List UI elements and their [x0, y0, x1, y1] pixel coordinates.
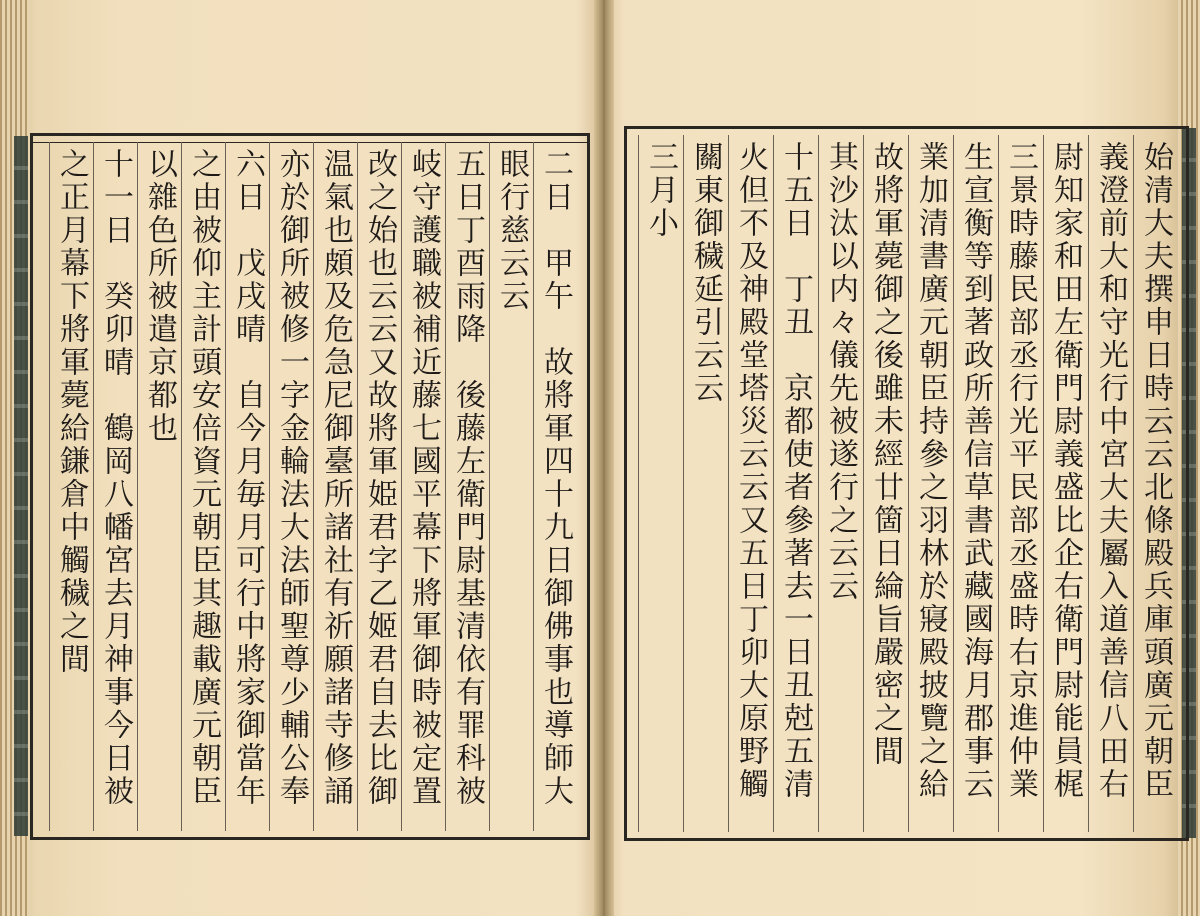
text-column: 温氣也頗及危急尼御臺所諸社有祈願諸寺修誦 — [313, 142, 357, 831]
text-column: 始清大夫撰申日時云云北條殿兵庫頭廣元朝臣 — [1133, 135, 1178, 832]
left-page-frame — [30, 133, 590, 840]
text-column: 十五日 丁丑 京都使者參著去一日丑尅五清 — [773, 135, 818, 832]
text-column: 故將軍薨御之後雖未經廿箇日綸旨嚴密之間 — [863, 135, 908, 832]
right-page-frame — [624, 126, 1189, 841]
text-column: 之由被仰主計頭安倍資元朝臣其趣載廣元朝臣 — [181, 142, 225, 831]
right-text-columns — [635, 135, 1178, 832]
text-column: 以雜色所被遣京都也 — [137, 142, 181, 831]
text-column: 之正月幕下將軍薨給鎌倉中觸穢之間 — [49, 142, 93, 831]
text-column: 六日 戊戌晴 自今月毎月可行中將家御當年 — [225, 142, 269, 831]
text-column: 業加清書廣元朝臣持參之羽林於寢殿披覽之給 — [908, 135, 953, 832]
text-column: 眼行慈云云 — [489, 142, 533, 831]
text-column: 三景時藤民部丞行光平民部丞盛時右京進仲業 — [998, 135, 1043, 832]
text-column: 關東御穢延引云云 — [683, 135, 728, 832]
text-column: 火但不及神殿堂塔災云云又五日丁卯大原野觸 — [728, 135, 773, 832]
text-column: 岐守護職被補近藤七國平幕下將軍御時被定置 — [401, 142, 445, 831]
book-gutter — [594, 0, 614, 916]
text-column: 其沙汰以内々儀先被遂行之云云 — [818, 135, 863, 832]
text-column: 改之始也云云又故將軍姫君字乙姬君自去比御 — [357, 142, 401, 831]
text-column: 五日丁酉雨降 後藤左衛門尉基清依有罪科被 — [445, 142, 489, 831]
text-column: 三月小 — [638, 135, 683, 832]
text-column: 二日 甲午 故將軍四十九日御佛事也導師大 — [533, 142, 577, 831]
text-column: 尉知家和田左衛門尉義盛比企右衛門尉能員梶 — [1043, 135, 1088, 832]
text-column: 十一日 癸卯晴 鶴岡八幡宮去月神事今日被 — [93, 142, 137, 831]
margin-ornament-left — [14, 136, 28, 836]
text-column: 義澄前大和守光行中宮大夫屬入道善信八田右 — [1088, 135, 1133, 832]
left-text-columns — [43, 142, 577, 831]
text-column: 亦於御所被修一字金輪法大法師聖尊少輔公奉 — [269, 142, 313, 831]
text-column: 生宣衡等到著政所善信草書武藏國海月郡事云 — [953, 135, 998, 832]
